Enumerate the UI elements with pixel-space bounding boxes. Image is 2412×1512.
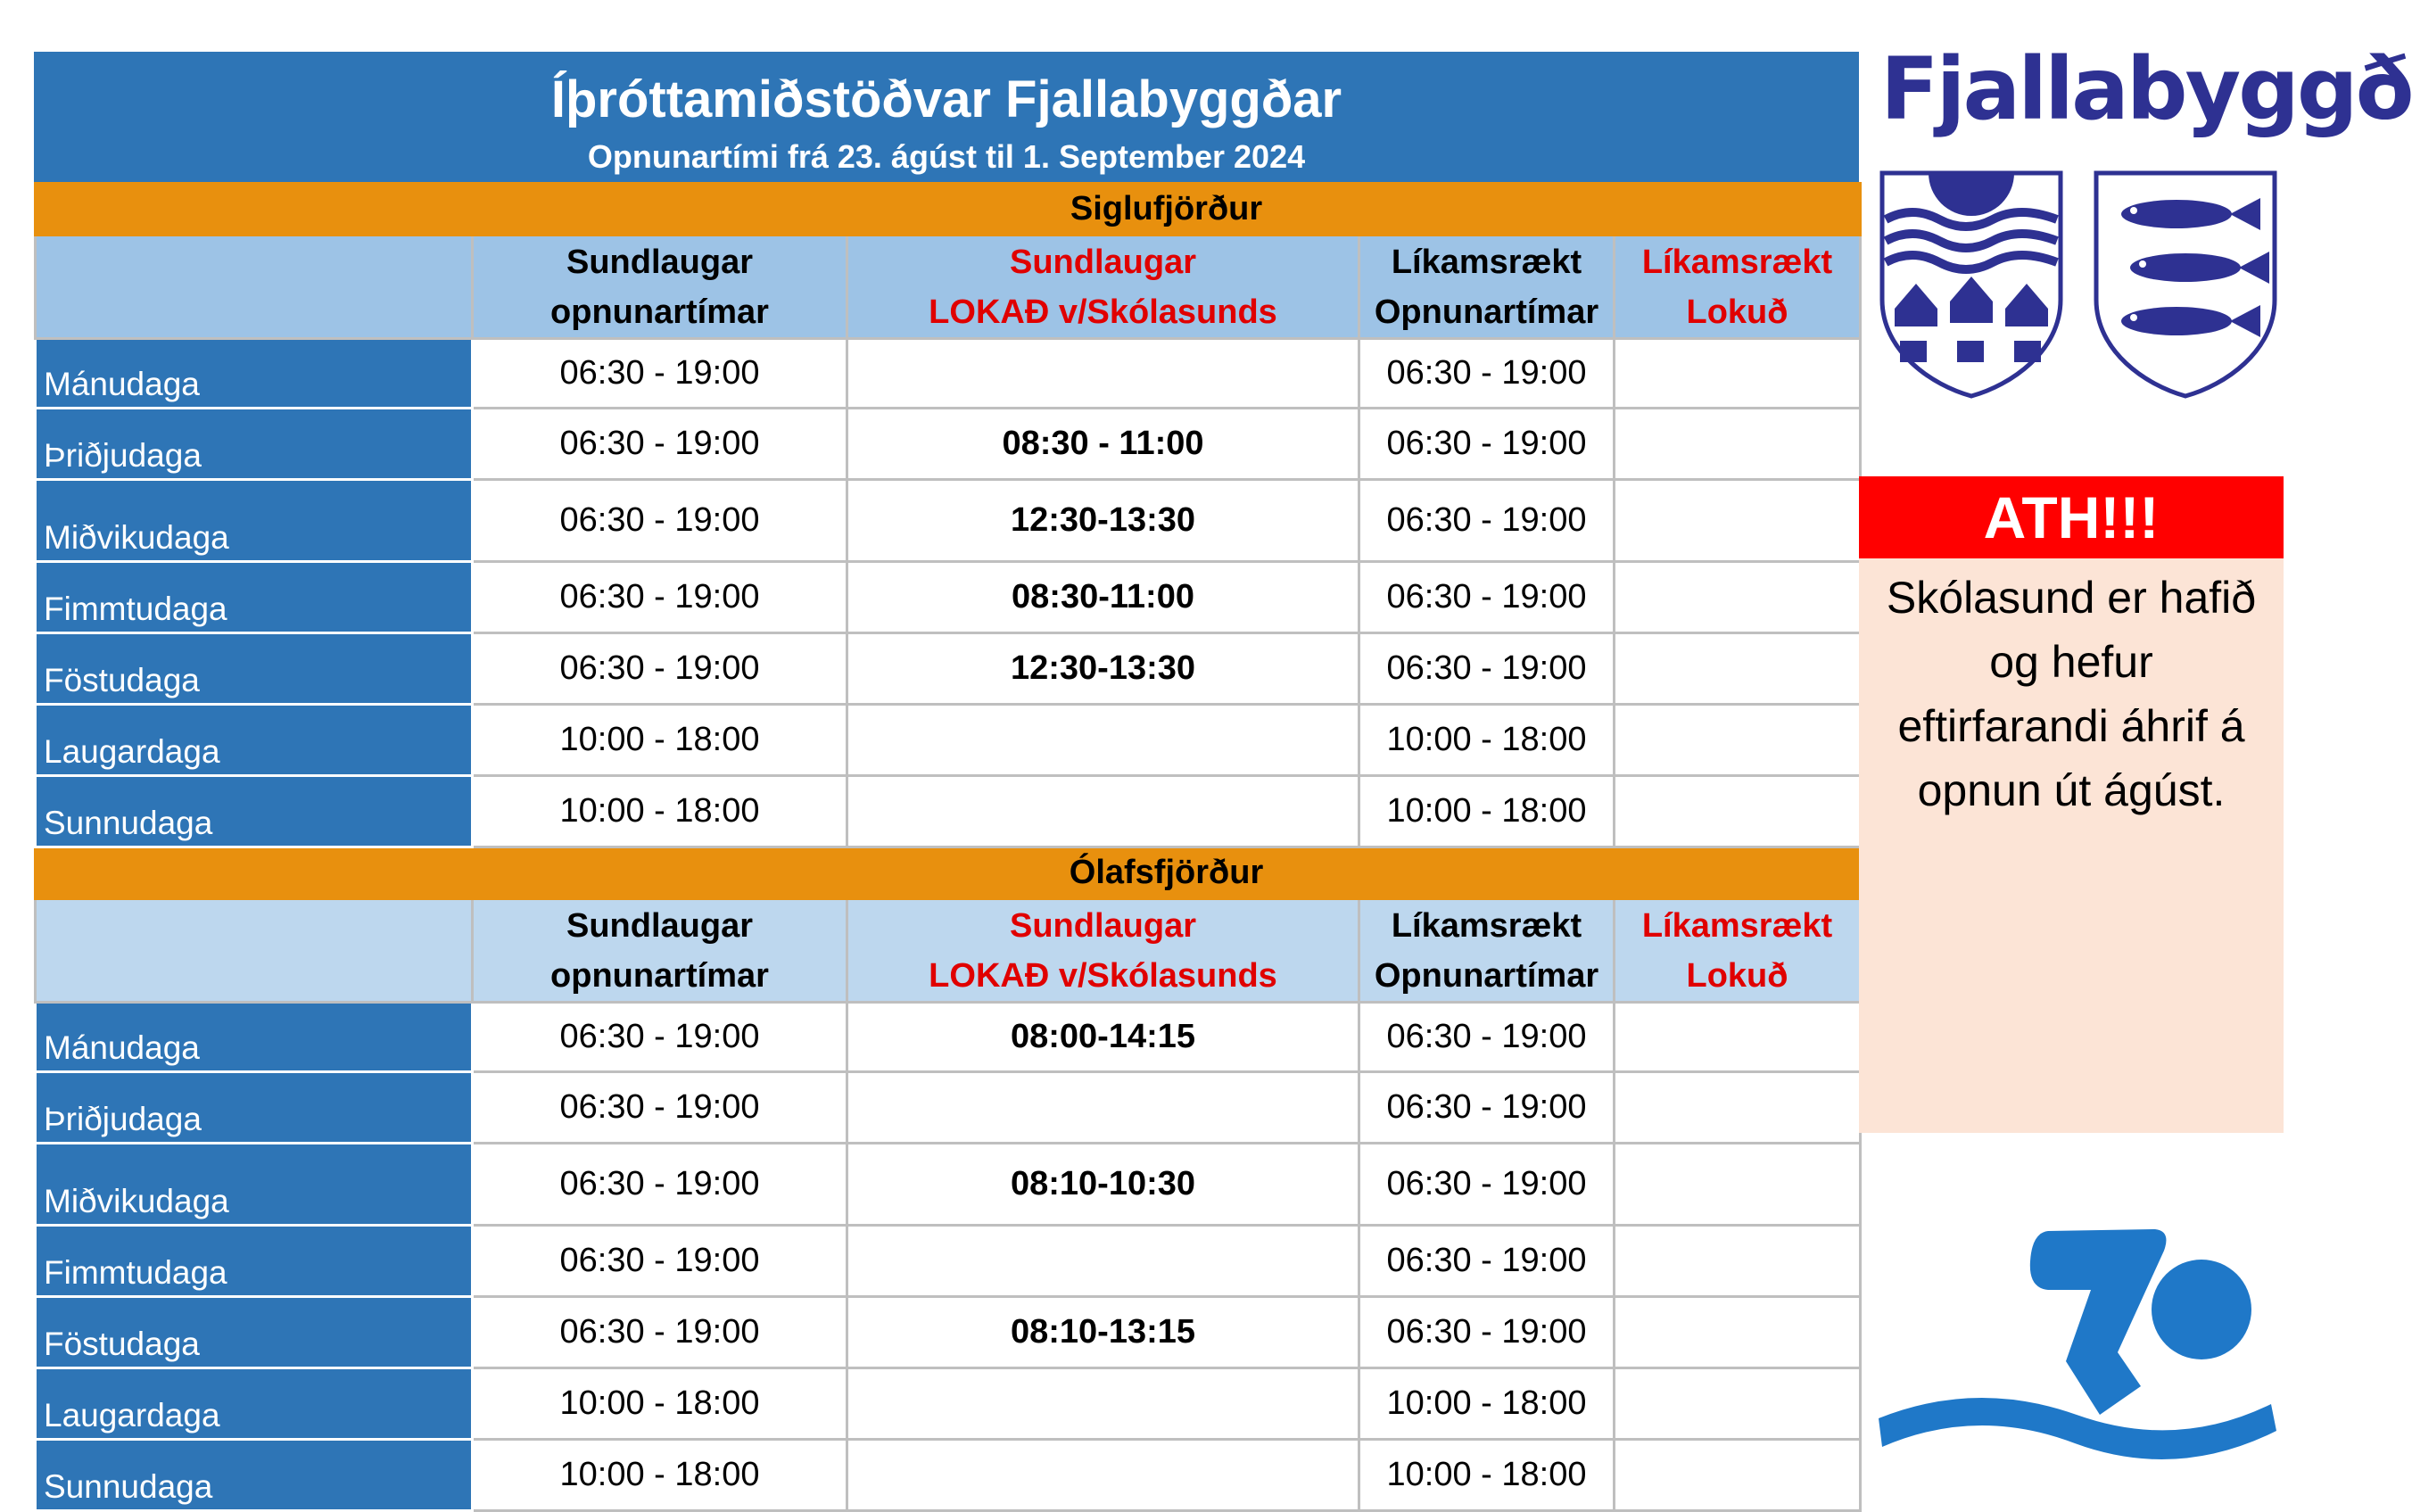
gym-hours: 10:00 - 18:00 [1359,705,1615,776]
table-row [36,776,1861,847]
pool-hours: 10:00 - 18:00 [473,705,847,776]
pool-hours: 06:30 - 19:00 [473,1072,847,1144]
gym-closed-hours [1615,562,1861,633]
gym-closed-hours [1615,1440,1861,1511]
gym-closed-hours [1615,339,1861,409]
table-row [36,1003,1861,1072]
header-pool-closed-line1: Sundlaugar [1009,243,1197,281]
gym-closed-hours [1615,633,1861,705]
header-gym-closed-line2: Lokuð [1686,293,1788,331]
header-pool-hours-line2: opnunartímar [550,956,769,995]
gym-hours: 06:30 - 19:00 [1359,1226,1615,1297]
pool-closed-hours: 12:30-13:30 [847,480,1359,562]
header-pool-closed-line2: LOKAÐ v/Skólasunds [929,293,1277,331]
table-row [36,1144,1861,1226]
pool-hours: 10:00 - 18:00 [473,1368,847,1440]
header-gym-hours [1359,899,1615,1003]
coat-of-arms-siglufjordur-icon [1882,173,2061,396]
table-row [36,480,1861,562]
pool-closed-hours [847,339,1359,409]
pool-closed-hours: 08:10-10:30 [847,1144,1359,1226]
table-row [36,409,1861,480]
day-label: Miðvikudaga [36,1144,473,1226]
pool-hours: 06:30 - 19:00 [473,480,847,562]
pool-closed-hours: 08:10-13:15 [847,1297,1359,1368]
day-label: Laugardaga [36,705,473,776]
day-label: Sunnudaga [36,1440,473,1511]
pool-hours: 06:30 - 19:00 [473,1226,847,1297]
header-gym-hours-line2: Opnunartímar [1374,956,1599,995]
notice-line: opnun út ágúst. [1917,765,2226,815]
pool-hours: 06:30 - 19:00 [473,562,847,633]
header-blank [36,899,473,1003]
pool-closed-hours [847,776,1359,847]
pool-hours: 10:00 - 18:00 [473,776,847,847]
header-pool-hours [473,899,847,1003]
pool-closed-hours [847,705,1359,776]
column-header-row [36,899,1861,1003]
gym-hours: 06:30 - 19:00 [1359,1072,1615,1144]
day-label: Fimmtudaga [36,1226,473,1297]
header-pool-hours-line2: opnunartímar [550,293,769,331]
schedule-table [34,182,1862,1512]
header-pool-hours [473,235,847,339]
header-blank [36,235,473,339]
town-blank [36,184,473,235]
table-row [36,1368,1861,1440]
day-label: Sunnudaga [36,776,473,847]
day-label: Föstudaga [36,633,473,705]
page-subtitle: Opnunartími frá 23. ágúst til 1. September 2024 [587,138,1306,175]
header-pool-closed [847,899,1359,1003]
gym-closed-hours [1615,776,1861,847]
header-gym-closed-line2: Lokuð [1686,956,1788,995]
title-banner [34,52,1859,182]
pool-closed-hours [847,1226,1359,1297]
notice-line: og hefur [1989,637,2153,687]
gym-closed-hours [1615,1072,1861,1144]
column-header-row [36,235,1861,339]
header-pool-closed-line1: Sundlaugar [1009,906,1197,945]
brand-logo: Fjallabyggð [1880,39,2412,139]
gym-closed-hours [1615,1003,1861,1072]
table-row [36,633,1861,705]
town-row [36,184,1861,235]
notice-heading: ATH!!! [1859,476,2284,558]
gym-hours: 06:30 - 19:00 [1359,480,1615,562]
day-label: Þriðjudaga [36,409,473,480]
header-pool-closed-line2: LOKAÐ v/Skólasunds [929,956,1277,995]
coat-of-arms-olafsfjordur-icon [2096,173,2275,396]
gym-hours: 06:30 - 19:00 [1359,1297,1615,1368]
table-row [36,1440,1861,1511]
header-gym-hours [1359,235,1615,339]
table-row [36,339,1861,409]
table-row [36,705,1861,776]
pool-hours: 06:30 - 19:00 [473,633,847,705]
day-label: Mánudaga [36,1003,473,1072]
day-label: Föstudaga [36,1297,473,1368]
pool-closed-hours: 08:30 - 11:00 [847,409,1359,480]
day-label: Þriðjudaga [36,1072,473,1144]
day-label: Miðvikudaga [36,480,473,562]
pool-closed-hours [847,1368,1359,1440]
header-gym-hours-line2: Opnunartímar [1374,293,1599,331]
pool-hours: 10:00 - 18:00 [473,1440,847,1511]
notice-line: Skólasund er hafið [1886,573,2257,623]
header-pool-closed [847,235,1359,339]
day-label: Mánudaga [36,339,473,409]
header-gym-closed [1615,235,1861,339]
header-gym-closed-line1: Líkamsrækt [1641,906,1833,945]
day-label: Fimmtudaga [36,562,473,633]
header-gym-hours-line1: Líkamsrækt [1391,906,1582,945]
gym-hours: 06:30 - 19:00 [1359,339,1615,409]
town-row [36,847,1861,899]
table-row [36,1297,1861,1368]
gym-closed-hours [1615,705,1861,776]
swimmer-icon [1870,1204,2280,1490]
header-pool-hours-line1: Sundlaugar [566,906,754,945]
pool-closed-hours: 08:30-11:00 [847,562,1359,633]
gym-closed-hours [1615,480,1861,562]
header-pool-hours-line1: Sundlaugar [566,243,754,281]
pool-hours: 06:30 - 19:00 [473,1297,847,1368]
gym-hours: 10:00 - 18:00 [1359,776,1615,847]
pool-hours: 06:30 - 19:00 [473,1003,847,1072]
page-title: Íþróttamiðstöðvar Fjallabyggðar [550,70,1342,128]
pool-hours: 06:30 - 19:00 [473,1144,847,1226]
gym-hours: 06:30 - 19:00 [1359,409,1615,480]
pool-closed-hours: 08:00-14:15 [847,1003,1359,1072]
gym-closed-hours [1615,1368,1861,1440]
header-gym-hours-line1: Líkamsrækt [1391,243,1582,281]
gym-closed-hours [1615,409,1861,480]
table-row [36,1226,1861,1297]
gym-hours: 06:30 - 19:00 [1359,1144,1615,1226]
pool-hours: 06:30 - 19:00 [473,339,847,409]
gym-hours: 06:30 - 19:00 [1359,633,1615,705]
pool-hours: 06:30 - 19:00 [473,409,847,480]
pool-closed-hours [847,1440,1359,1511]
notice-body [1859,558,2284,1133]
day-label: Laugardaga [36,1368,473,1440]
pool-closed-hours: 12:30-13:30 [847,633,1359,705]
table-row [36,1072,1861,1144]
town-name: Siglufjörður [473,184,1861,235]
town-blank [36,847,473,899]
gym-hours: 10:00 - 18:00 [1359,1368,1615,1440]
header-gym-closed-line1: Líkamsrækt [1641,243,1833,281]
gym-closed-hours [1615,1297,1861,1368]
town-name: Ólafsfjörður [473,847,1861,899]
pool-closed-hours [847,1072,1359,1144]
gym-closed-hours [1615,1144,1861,1226]
coats-of-arms [1877,166,2280,400]
gym-hours: 10:00 - 18:00 [1359,1440,1615,1511]
notice-line: eftirfarandi áhrif á [1897,701,2245,751]
gym-hours: 06:30 - 19:00 [1359,1003,1615,1072]
header-gym-closed [1615,899,1861,1003]
gym-closed-hours [1615,1226,1861,1297]
table-row [36,562,1861,633]
gym-hours: 06:30 - 19:00 [1359,562,1615,633]
